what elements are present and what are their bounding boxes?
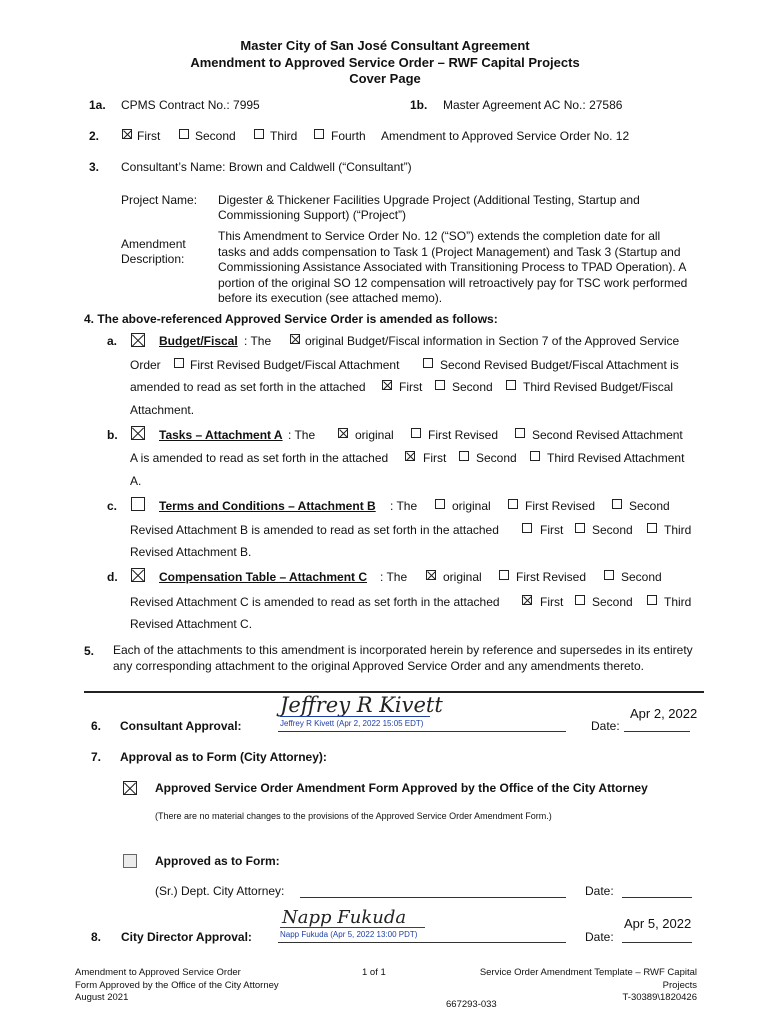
consultant-signature-line[interactable] [278, 731, 566, 732]
footer-left-line1: Amendment to Approved Service Order [75, 967, 241, 978]
budget-original-checkbox[interactable] [290, 334, 300, 344]
terms-attached-third-label: Third [664, 523, 692, 537]
compensation-amended-text: Revised Attachment C is amended to read as set forth in the attached [130, 595, 500, 609]
tasks-first-revised-label: First Revised [428, 428, 499, 442]
city-attorney-date-label: Date: [585, 884, 614, 898]
consultant-date-line[interactable] [624, 731, 690, 732]
section-8-number: 8. [91, 930, 102, 944]
footer-document-number: 667293-033 [446, 999, 497, 1010]
city-attorney-label: Approval as to Form (City Attorney): [120, 750, 327, 764]
consultant-date-label: Date: [591, 719, 620, 733]
budget-first-revised-checkbox[interactable] [174, 358, 184, 368]
tasks-original-label: original [355, 428, 394, 442]
director-signature: Napp Fukuda [282, 907, 407, 928]
compensation-second-checkbox[interactable] [604, 570, 614, 580]
consultant-signature: Jeffrey R Kivett [280, 693, 443, 717]
compensation-attached-first-checkbox[interactable] [522, 595, 532, 605]
consultant-approval-label: Consultant Approval: [120, 719, 242, 733]
project-name-label: Project Name: [121, 193, 198, 207]
budget-fiscal-title: Budget/Fiscal [159, 334, 238, 348]
footer-right-line2: Projects [662, 980, 697, 991]
terms-attached-first-checkbox[interactable] [522, 523, 532, 533]
budget-fiscal-checkbox[interactable] [131, 333, 145, 347]
footer-right-line3: T-30389\1820426 [622, 992, 697, 1003]
consultant-signature-underline [280, 716, 430, 717]
budget-order-text: Order [130, 358, 161, 372]
compensation-first-revised-checkbox[interactable] [499, 570, 509, 580]
budget-attached-second-checkbox[interactable] [435, 380, 445, 390]
consultant-name: Consultant’s Name: Brown and Caldwell (“Consultant”) [121, 160, 412, 174]
director-date-value: Apr 5, 2022 [624, 916, 692, 931]
budget-first-revised-label: First Revised Budget/Fiscal Attachment [190, 358, 400, 372]
compensation-attached-second-label: Second [592, 595, 633, 609]
budget-attachment-end: Attachment. [130, 403, 195, 417]
budget-attached-first-label: First [399, 380, 423, 394]
tasks-attached-second-label: Second [476, 451, 517, 465]
terms-title: Terms and Conditions – Attachment B [159, 499, 376, 513]
compensation-original-label: original [443, 570, 482, 584]
section-3-number: 3. [89, 160, 100, 174]
compensation-attached-third-checkbox[interactable] [647, 595, 657, 605]
compensation-first-revised-label: First Revised [516, 570, 587, 584]
consultant-signature-caption: Jeffrey R Kivett (Apr 2, 2022 15:05 EDT) [280, 719, 424, 728]
compensation-attached-first-label: First [540, 595, 564, 609]
terms-attached-second-checkbox[interactable] [575, 523, 585, 533]
first-label: First [137, 129, 161, 143]
approved-as-to-form-checkbox[interactable] [123, 854, 137, 868]
compensation-the: : The [380, 570, 408, 584]
compensation-second-label: Second [621, 570, 662, 584]
compensation-attached-second-checkbox[interactable] [575, 595, 585, 605]
fourth-checkbox[interactable] [314, 129, 324, 139]
terms-end: Revised Attachment B. [130, 545, 252, 559]
city-attorney-date-line[interactable] [622, 897, 692, 898]
item-d-letter: d. [107, 570, 118, 584]
first-checkbox[interactable] [122, 129, 132, 139]
director-date-line[interactable] [622, 942, 692, 943]
budget-attached-second-label: Second [452, 380, 493, 394]
terms-attached-second-label: Second [592, 523, 633, 537]
master-agreement-number: Master Agreement AC No.: 27586 [443, 98, 623, 112]
tasks-checkbox[interactable] [131, 426, 145, 440]
document-subtitle: Amendment to Approved Service Order – RWF Capital Projects [190, 55, 580, 70]
terms-attached-first-label: First [540, 523, 564, 537]
no-material-changes-note: (There are no material changes to the provisions of the Approved Service Order Amendment Form.) [155, 811, 552, 821]
budget-second-revised-checkbox[interactable] [423, 358, 433, 368]
terms-first-revised-label: First Revised [525, 499, 596, 513]
tasks-the: : The [288, 428, 316, 442]
budget-second-revised-label: Second Revised Budget/Fiscal Attachment is [440, 358, 679, 372]
tasks-attached-second-checkbox[interactable] [459, 451, 469, 461]
footer-page-number: 1 of 1 [362, 967, 386, 978]
footer-left-line3: August 2021 [75, 992, 129, 1003]
budget-original-label: original Budget/Fiscal information in Section 7 of the Approved Service [305, 334, 680, 348]
second-label: Second [195, 129, 236, 143]
approved-form-text: Approved Service Order Amendment Form Approved by the Office of the City Attorney [155, 781, 648, 795]
terms-original-label: original [452, 499, 491, 513]
director-signature-caption: Napp Fukuda (Apr 5, 2022 13:00 PDT) [280, 930, 418, 939]
city-director-approval-label: City Director Approval: [121, 930, 252, 944]
section-1a-number: 1a. [89, 98, 106, 112]
second-checkbox[interactable] [179, 129, 189, 139]
fourth-label: Fourth [331, 129, 366, 143]
section-2-number: 2. [89, 129, 100, 143]
section-4-heading: 4. The above-referenced Approved Service Order is amended as follows: [84, 312, 498, 326]
tasks-end: A. [130, 474, 142, 488]
director-date-label: Date: [585, 930, 614, 944]
tasks-original-checkbox[interactable] [338, 428, 348, 438]
budget-third-revised-label: Third Revised Budget/Fiscal [523, 380, 674, 394]
dept-city-attorney-label: (Sr.) Dept. City Attorney: [155, 884, 285, 898]
section-1b-number: 1b. [410, 98, 428, 112]
item-b-letter: b. [107, 428, 118, 442]
tasks-first-revised-checkbox[interactable] [411, 428, 421, 438]
compensation-attached-third-label: Third [664, 595, 692, 609]
third-checkbox[interactable] [254, 129, 264, 139]
footer-left-line2: Form Approved by the Office of the City Attorney [75, 980, 279, 991]
tasks-title: Tasks – Attachment A [159, 428, 283, 442]
section-5-number: 5. [84, 644, 95, 658]
compensation-checkbox[interactable] [131, 568, 145, 582]
tasks-attached-first-checkbox[interactable] [405, 451, 415, 461]
cover-page-label: Cover Page [349, 71, 421, 86]
tasks-third-revised-label: Third Revised Attachment [547, 451, 685, 465]
item-c-letter: c. [107, 499, 118, 513]
section-7-number: 7. [91, 750, 102, 764]
amendment-description-label: Amendment Description: [121, 237, 186, 266]
director-signature-line[interactable] [278, 942, 566, 943]
director-signature-underline [280, 927, 425, 928]
terms-amended-text: Revised Attachment B is amended to read as set forth in the attached [130, 523, 499, 537]
terms-first-revised-checkbox[interactable] [508, 499, 518, 509]
cpms-contract-number: CPMS Contract No.: 7995 [121, 98, 260, 112]
compensation-title: Compensation Table – Attachment C [159, 570, 368, 584]
compensation-original-checkbox[interactable] [426, 570, 436, 580]
section-6-number: 6. [91, 719, 102, 733]
terms-original-checkbox[interactable] [435, 499, 445, 509]
compensation-end: Revised Attachment C. [130, 617, 253, 631]
amendment-description-text: This Amendment to Service Order No. 12 (“SO”) extends the completion date for all tasks and adds compensation to Task 1 (Project Management) and Task 3 (Startup and Commissioning Assistance Associated with Transitioning Process to TPAD Operation). A portion of the original SO 12 compensation will retroactively pay for TSC work performed before its execution (see attached memo). [218, 229, 688, 305]
approved-form-checkbox[interactable] [123, 781, 137, 795]
terms-second-checkbox[interactable] [612, 499, 622, 509]
terms-second-label: Second [629, 499, 670, 513]
budget-third-revised-checkbox[interactable] [506, 380, 516, 390]
document-title: Master City of San José Consultant Agreement [240, 38, 530, 53]
budget-attached-first-checkbox[interactable] [382, 380, 392, 390]
consultant-date-value: Apr 2, 2022 [630, 706, 698, 721]
terms-attached-third-checkbox[interactable] [647, 523, 657, 533]
amendment-number: Amendment to Approved Service Order No. 12 [381, 129, 630, 143]
terms-the: : The [390, 499, 418, 513]
budget-amended-text: amended to read as set forth in the attached [130, 380, 366, 394]
item-a-letter: a. [107, 334, 118, 348]
tasks-second-revised-label: Second Revised Attachment [532, 428, 683, 442]
terms-checkbox[interactable] [131, 497, 145, 511]
third-label: Third [270, 129, 298, 143]
tasks-third-revised-checkbox[interactable] [530, 451, 540, 461]
tasks-second-revised-checkbox[interactable] [515, 428, 525, 438]
footer-right-line1: Service Order Amendment Template – RWF Capital [479, 967, 697, 978]
project-name-text: Digester & Thickener Facilities Upgrade Project (Additional Testing, Startup and Commissioning Support) (“Project”) [218, 193, 640, 222]
approved-as-to-form-label: Approved as to Form: [155, 854, 280, 868]
budget-fiscal-the: : The [244, 334, 272, 348]
city-attorney-signature-line[interactable] [300, 897, 566, 898]
section-5-text: Each of the attachments to this amendment is incorporated herein by reference and supersedes in its entirety any corresponding attachment to the original Approved Service Order and any amendments thereto. [113, 643, 693, 673]
tasks-amended-text: A is amended to read as set forth in the attached [130, 451, 389, 465]
tasks-attached-first-label: First [423, 451, 447, 465]
